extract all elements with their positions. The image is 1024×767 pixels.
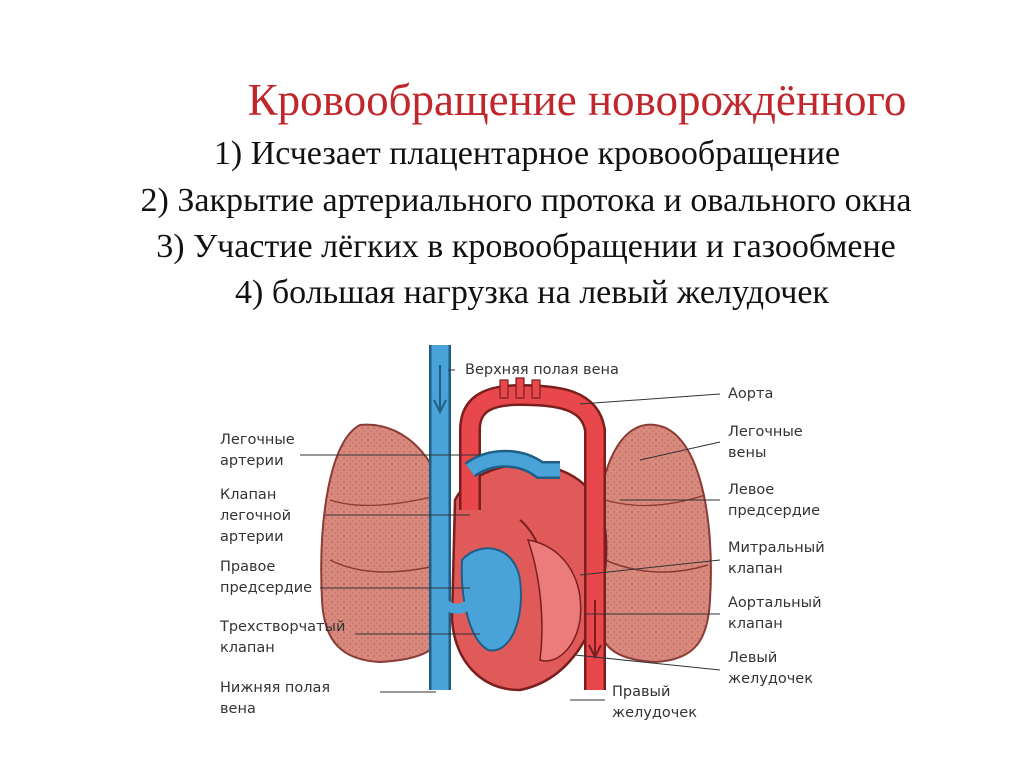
label-superior-vena-cava: Верхняя полая вена — [465, 362, 619, 378]
label-mitral-valve: Митральный клапан — [728, 540, 825, 577]
label-left-atrium: Левое предсердие — [728, 482, 821, 519]
label-pulmonary-veins: Легочные вены — [728, 424, 803, 461]
point-3: 3) Участие лёгких в кровообращении и газообмене — [156, 228, 896, 265]
label-pulmonary-valve: Клапан легочной артерии — [220, 487, 292, 545]
label-aorta: Аорта — [728, 386, 774, 402]
label-left-ventricle: Левый желудочек — [728, 650, 813, 687]
point-4: 4) большая нагрузка на левый желудочек — [235, 274, 829, 311]
label-pulmonary-arteries: Легочные артерии — [220, 432, 295, 469]
label-right-ventricle: Правый желудочек — [612, 684, 697, 721]
label-inferior-vena-cava: Нижняя полая вена — [220, 680, 331, 717]
right-lung — [598, 425, 711, 662]
label-right-atrium: Правое предсердие — [220, 559, 313, 596]
label-aortic-valve: Аортальный клапан — [728, 595, 822, 632]
slide-title: Кровообращение новорождённого — [247, 75, 907, 125]
point-2: 2) Закрытие артериального протока и овального окна — [140, 182, 912, 219]
point-1: 1) Исчезает плацентарное кровообращение — [213, 135, 841, 172]
label-tricuspid-valve: Трехстворчатый клапан — [220, 619, 346, 656]
